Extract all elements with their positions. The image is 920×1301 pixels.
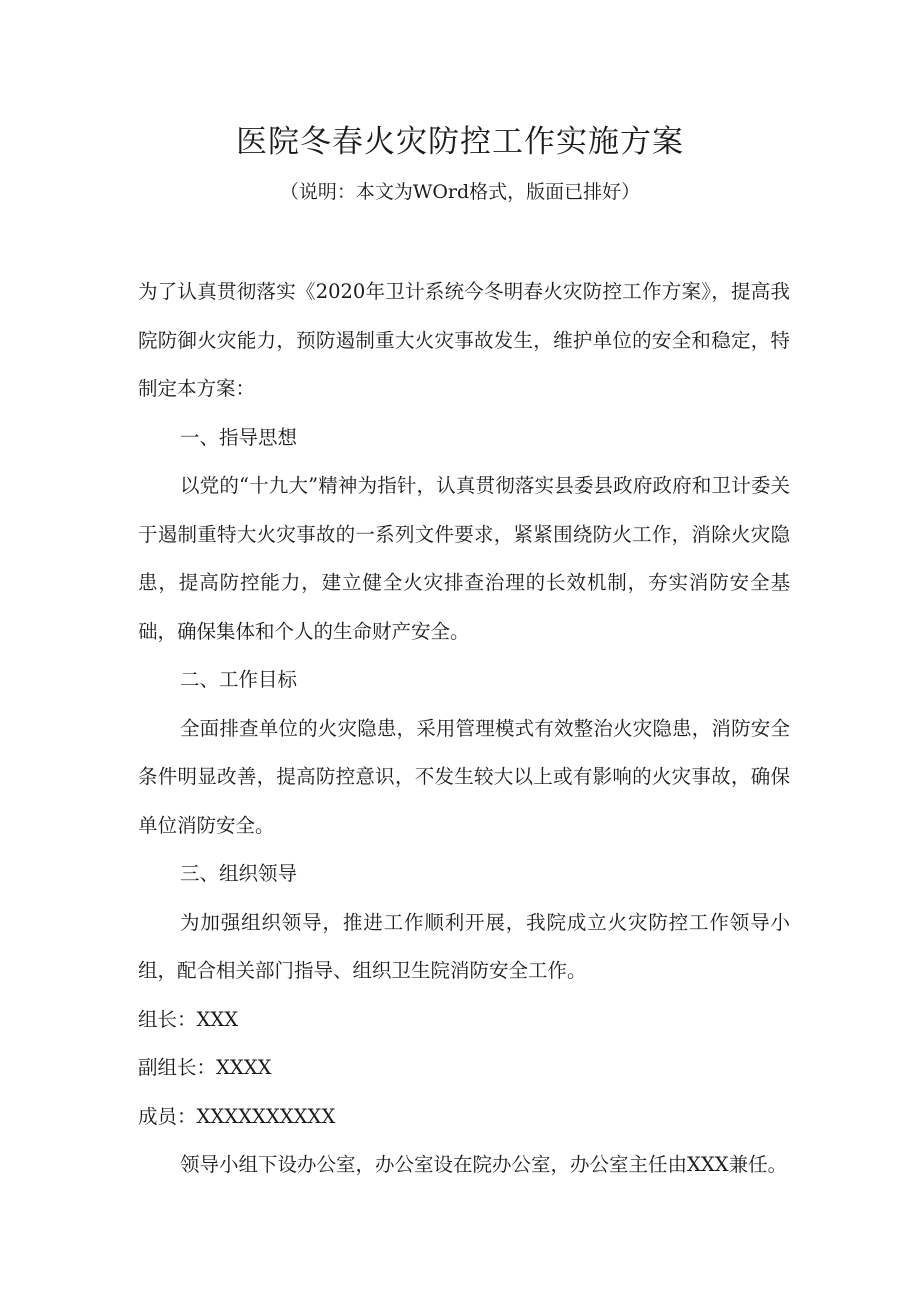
office-note-paragraph: 领导小组下设办公室，办公室设在院办公室，办公室主任由XXX兼任。 [180,1153,788,1176]
section-paragraph-guiding-thought: 以党的“十九大”精神为指针，认真贯彻落实县委县政府政府和卫计委关于遏制重特大火灾事故的一系列文件要求，紧紧围绕防火工作，消除火灾隐患，提高防控能力，建立健全火灾排查治理的长效机制，夯实消防安全基础，确保集体和个人的生命财产安全。 [138,474,790,643]
section-paragraph-organization: 为加强组织领导，推进工作顺利开展，我院成立火灾防控工作领导小组，配合相关部门指导、组织卫生院消防安全工作。 [138,910,790,982]
member-leader: 组长：XXX [138,1007,239,1031]
intro-paragraph: 为了认真贯彻落实《2020年卫计系统今冬明春火灾防控工作方案》，提高我院防御火灾能力，预防遏制重大火灾事故发生，维护单位的安全和稳定，特制定本方案： [138,280,790,400]
document-body [138,268,790,1190]
section-heading-organization: 三、组织领导 [180,862,298,885]
member-deputy: 副组长：XXXX [138,1056,272,1079]
section-heading-work-goals: 二、工作目标 [180,668,298,691]
document-subtitle: （说明：本文为WOrd格式，版面已排好） [279,181,641,203]
member-staff: 成员：XXXXXXXXXX [138,1104,336,1128]
document-title: 医院冬春火灾防控工作实施方案 [236,124,684,160]
section-paragraph-work-goals: 全面排查单位的火灾隐患，采用管理模式有效整治火灾隐患，消防安全条件明显改善，提高防控意识，不发生较大以上或有影响的火灾事故，确保单位消防安全。 [138,716,790,837]
section-heading-guiding-thought: 一、指导思想 [180,425,298,449]
